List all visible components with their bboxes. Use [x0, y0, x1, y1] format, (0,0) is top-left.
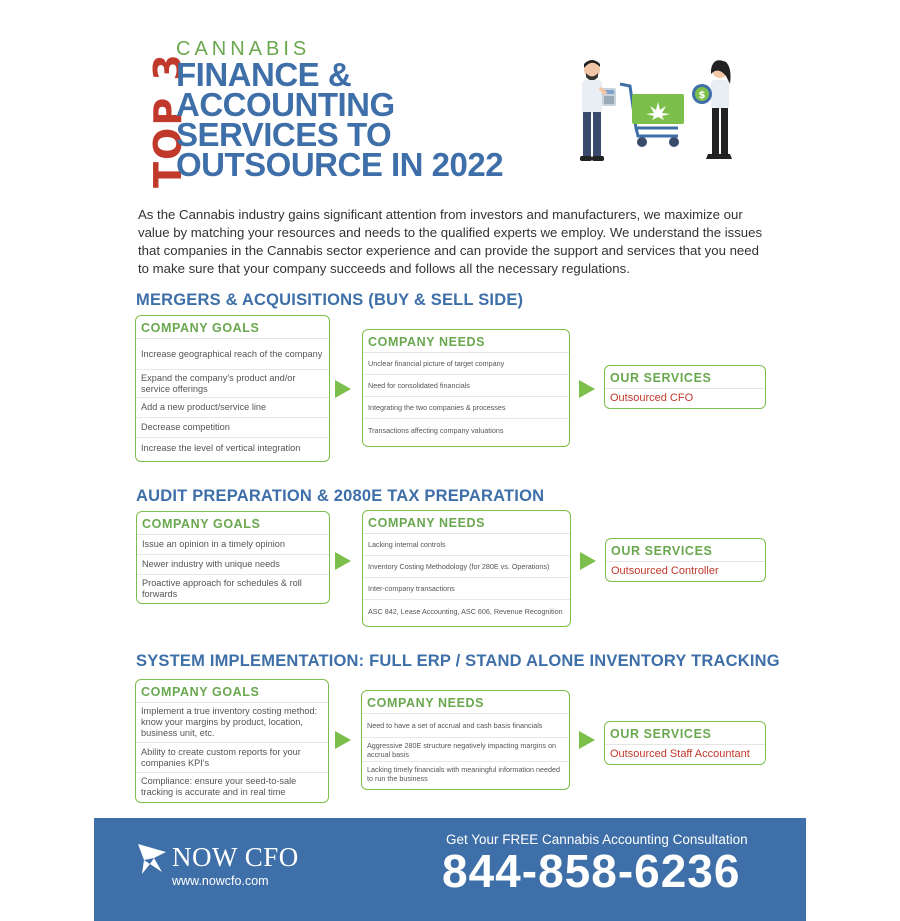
cart-icon: [620, 84, 684, 147]
arrow-right-icon: [335, 380, 351, 398]
goals-box-title: COMPANY GOALS: [136, 316, 329, 339]
consultation-cta: Get Your FREE Cannabis Accounting Consultation: [446, 832, 748, 847]
list-item: Need for consolidated financials: [363, 375, 569, 397]
woman-with-coin-icon: [692, 60, 732, 159]
kicker-cannabis: CANNABIS: [176, 38, 311, 60]
arrow-right-icon: [580, 552, 596, 570]
services-box-title: OUR SERVICES: [606, 539, 765, 562]
list-item: Need to have a set of accrual and cash basis financials: [362, 714, 569, 738]
service-label: Outsourced CFO: [610, 392, 694, 404]
services-box-system: [604, 721, 766, 765]
shopping-cart-illustration: [570, 58, 750, 174]
list-item: Ability to create custom reports for your companies KPI's: [136, 743, 328, 773]
list-item: Lacking internal controls: [363, 534, 570, 556]
website-link[interactable]: www.nowcfo.com: [172, 874, 269, 888]
list-item: Expand the company's product and/or service offerings: [136, 370, 329, 398]
man-with-calculator-icon: [580, 60, 616, 161]
needs-box-audit: [362, 510, 571, 627]
services-box-mergers: [604, 365, 766, 409]
goals-box-title: COMPANY GOALS: [137, 512, 329, 535]
goals-box-audit: [136, 511, 330, 604]
section-title-mergers: MERGERS & ACQUISITIONS (BUY & SELL SIDE): [136, 291, 524, 309]
now-cfo-logo-icon: [136, 842, 168, 876]
logo-text: NOW CFO: [172, 842, 299, 872]
top3-vertical-label: TOP 3: [146, 52, 190, 188]
list-item: ASC 842, Lease Accounting, ASC 606, Revenue Recognition: [368, 606, 563, 616]
section-title-system: SYSTEM IMPLEMENTATION: FULL ERP / STAND ALONE INVENTORY TRACKING: [136, 652, 780, 670]
section-title-audit: AUDIT PREPARATION & 2080E TAX PREPARATION: [136, 487, 545, 505]
page-title: FINANCE & ACCOUNTING SERVICES TO OUTSOURCE IN 2022: [176, 56, 504, 183]
list-item: Lacking timely financials with meaningful information needed to run the business: [367, 765, 560, 783]
list-item: Increase the level of vertical integration: [141, 442, 301, 453]
arrow-right-icon: [335, 731, 351, 749]
arrow-right-icon: [579, 380, 595, 398]
services-box-title: OUR SERVICES: [605, 722, 765, 745]
services-box-title: OUR SERVICES: [605, 366, 765, 389]
svg-text:$: $: [698, 90, 706, 101]
list-item: Aggressive 280E structure negatively impacting margins on accrual basis: [362, 738, 569, 762]
list-item: Issue an opinion in a timely opinion: [137, 535, 329, 555]
goals-box-system: [135, 679, 329, 803]
list-item: Decrease competition: [136, 418, 329, 438]
list-item: Increase geographical reach of the company: [136, 339, 329, 370]
needs-box-title: COMPANY NEEDS: [363, 330, 569, 353]
needs-box-system: [361, 690, 570, 790]
arrow-right-icon: [335, 552, 351, 570]
list-item: Compliance: ensure your seed-to-sale tracking is accurate and in real time: [141, 776, 297, 797]
list-item: Implement a true inventory costing method: know your margins by product, location, business unit, etc.: [136, 703, 328, 743]
needs-box-mergers: [362, 329, 570, 447]
service-label: Outsourced Staff Accountant: [610, 748, 750, 760]
phone-number[interactable]: 844-858-6236: [442, 845, 741, 897]
list-item: Transactions affecting company valuations: [368, 425, 504, 435]
service-label: Outsourced Controller: [611, 565, 719, 577]
list-item: Proactive approach for schedules & roll forwards: [142, 578, 302, 599]
list-item: Unclear financial picture of target company: [363, 353, 569, 375]
services-box-audit: [605, 538, 766, 582]
intro-paragraph: As the Cannabis industry gains significant attention from investors and manufacturers, we maximize our value by matching your resources and needs to the qualified experts we employ. We understand the issues that companies in the Cannabis sector experience and can provide the support and services that you need to make sure that your company succeeds and follows all the necessary regulations.: [138, 207, 763, 276]
goals-box-mergers: [135, 315, 330, 462]
list-item: Inter-company transactions: [363, 578, 570, 600]
list-item: Inventory Costing Methodology (for 280E vs. Operations): [363, 556, 570, 578]
needs-box-title: COMPANY NEEDS: [363, 511, 570, 534]
arrow-right-icon: [579, 731, 595, 749]
goals-box-title: COMPANY GOALS: [136, 680, 328, 703]
list-item: Integrating the two companies & processes: [363, 397, 569, 419]
needs-box-title: COMPANY NEEDS: [362, 691, 569, 714]
list-item: Add a new product/service line: [136, 398, 329, 418]
list-item: Newer industry with unique needs: [137, 555, 329, 575]
